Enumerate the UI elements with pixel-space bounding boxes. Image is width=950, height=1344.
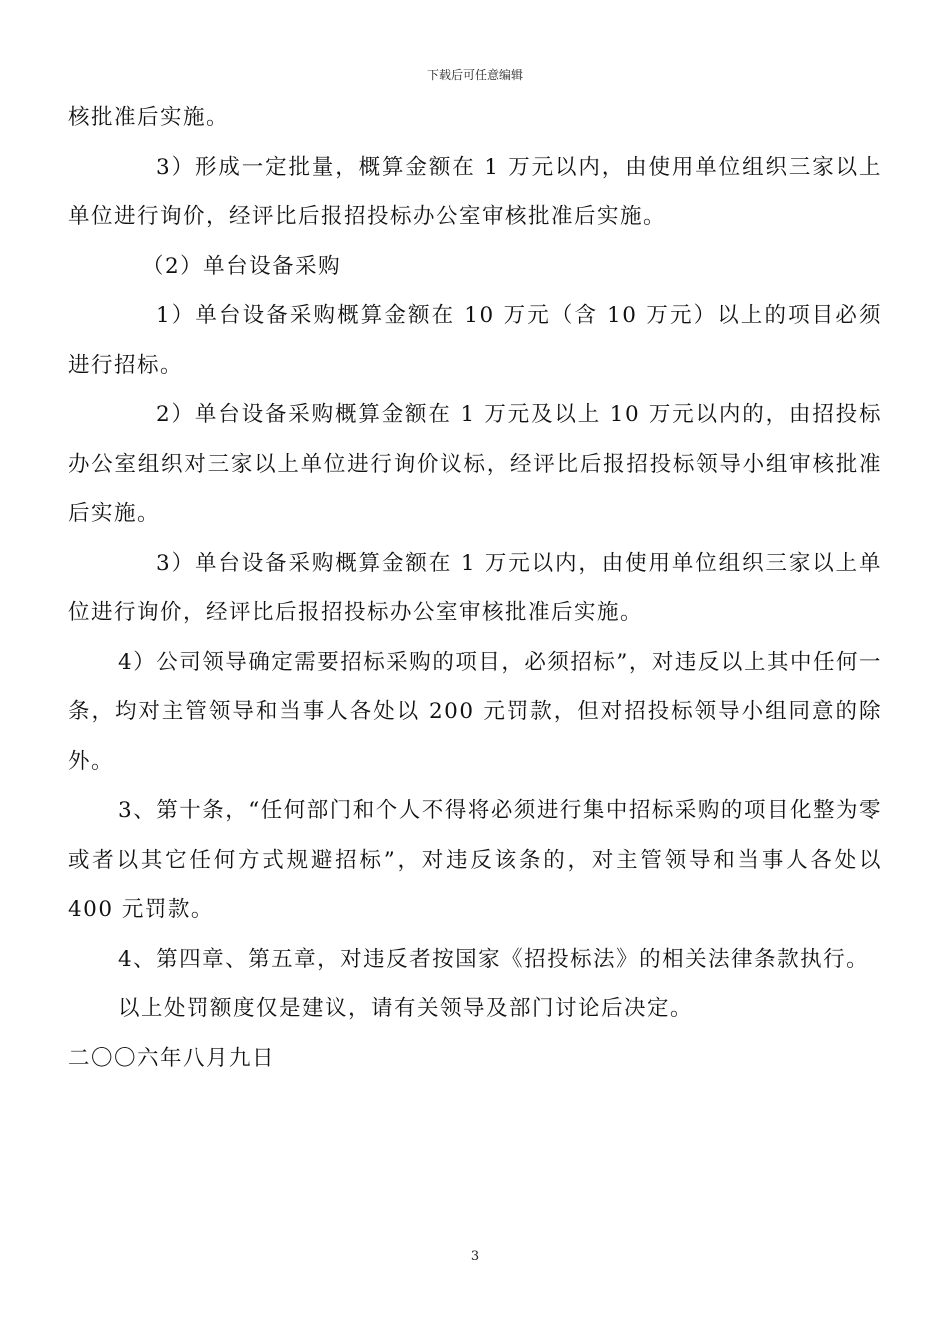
page-header: 下载后可任意编辑 [426,68,523,82]
document-date: 二〇〇六年八月九日 [68,1045,276,1071]
paragraph-item-3-batch: 3）形成一定批量，概算金额在 1 万元以内，由使用单位组织三家以上单位进行询价，经评比后报招投标办公室审核批准后实施。 [68,154,882,229]
paragraph-item-1-equipment: 1）单台设备采购概算金额在 10 万元（含 10 万元）以上的项目必须进行招标。 [68,303,882,378]
document-body [68,93,882,1083]
paragraph-item-2-equipment: 2）单台设备采购概算金额在 1 万元及以上 10 万元以内的，由招投标办公室组织对三家以上单位进行询价议标，经评比后报招投标领导小组审核批准后实施。 [68,402,882,526]
paragraph-continuation: 核批准后实施。 [68,105,230,130]
page-number: 3 [470,1249,480,1264]
paragraph-closing: 以上处罚额度仅是建议，请有关领导及部门讨论后决定。 [118,996,694,1021]
paragraph-item-4: 4）公司领导确定需要招标采购的项目，必须招标”，对违反以上其中任何一条，均对主管领导和当事人各处以 200 元罚款，但对招投标领导小组同意的除外。 [68,649,882,774]
paragraph-item-3-equipment: 3）单台设备采购概算金额在 1 万元以内，由使用单位组织三家以上单位进行询价，经评比后报招投标办公室审核批准后实施。 [68,550,882,625]
paragraph-heading-single-equipment: （2）单台设备采购 [142,253,342,279]
paragraph-article-10: 3、第十条，“任何部门和个人不得将必须进行集中招标采购的项目化整为零或者以其它任何方式规避招标”，对违反该条的，对主管领导和当事人各处以 400 元罚款。 [68,798,882,922]
paragraph-chapter-4-5: 4、第四章、第五章，对违反者按国家《招投标法》的相关法律条款执行。 [118,946,870,972]
